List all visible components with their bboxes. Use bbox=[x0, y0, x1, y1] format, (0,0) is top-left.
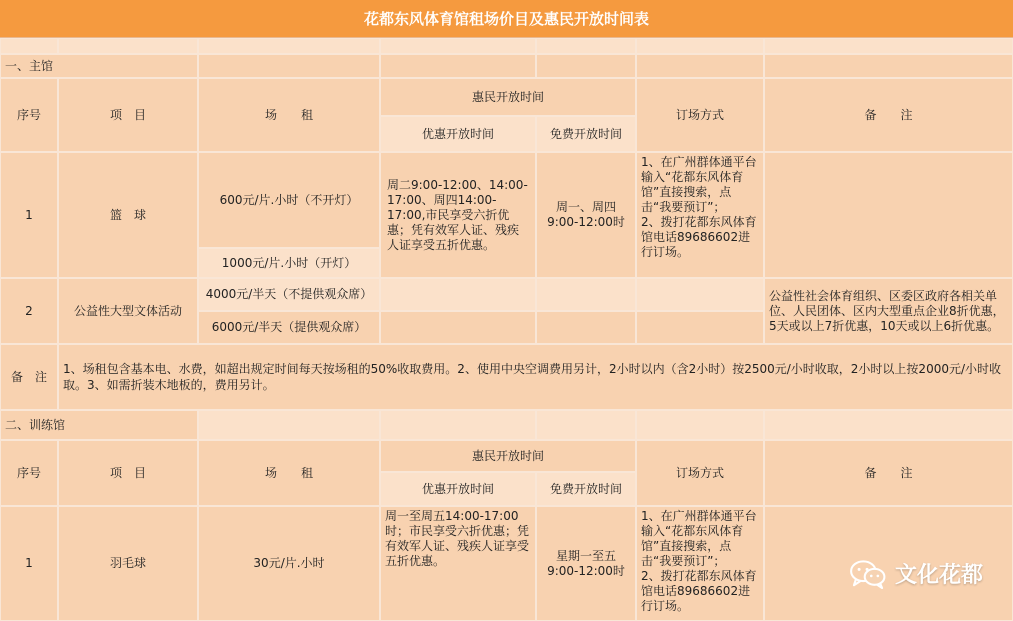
watermark bbox=[849, 558, 983, 589]
row-booking: 1、在广州群体通平台输入“花都东风体育馆”直接搜索，点击“我要预订”； 2、拨打花都东风体育馆电话89686602进行订场。 bbox=[636, 506, 764, 621]
row-rent: 30元/片.小时 bbox=[198, 506, 380, 621]
row-item: 篮 球 bbox=[58, 152, 198, 278]
header-item: 项 目 bbox=[58, 78, 198, 152]
empty-cell bbox=[198, 54, 380, 78]
empty-cell bbox=[636, 311, 764, 344]
header-booking: 订场方式 bbox=[636, 78, 764, 152]
row-rent-no-seats: 4000元/半天（不提供观众席） bbox=[198, 278, 380, 311]
empty-cell bbox=[536, 410, 636, 440]
header-seq: 序号 bbox=[0, 440, 58, 506]
spacer bbox=[380, 38, 536, 54]
spacer bbox=[536, 38, 636, 54]
header-rent: 场 租 bbox=[198, 78, 380, 152]
watermark-text: 文化花都 bbox=[894, 563, 983, 588]
row-free-time: 星期一至五9:00-12:00时 bbox=[536, 506, 636, 621]
row-item: 羽毛球 bbox=[58, 506, 198, 621]
empty-cell bbox=[536, 278, 636, 311]
header-discount: 优惠开放时间 bbox=[380, 116, 536, 152]
header-remark: 备 注 bbox=[764, 440, 1013, 506]
empty-cell bbox=[380, 54, 536, 78]
header-item: 项 目 bbox=[58, 440, 198, 506]
row-rent-no-light: 600元/片.小时（不开灯） bbox=[198, 152, 380, 248]
spacer bbox=[636, 38, 764, 54]
header-rent: 场 租 bbox=[198, 440, 380, 506]
header-free: 免费开放时间 bbox=[536, 472, 636, 506]
row-remark bbox=[764, 152, 1013, 278]
row-rent-seats: 6000元/半天（提供观众席） bbox=[198, 311, 380, 344]
empty-cell bbox=[536, 311, 636, 344]
row-remark: 公益性社会体育组织、区委区政府各相关单位、人民团体、区内大型重点企业8折优惠，5天或以上7折优惠，10天或以上6折优惠。 bbox=[764, 278, 1013, 344]
empty-cell bbox=[536, 54, 636, 78]
spacer bbox=[0, 38, 58, 54]
header-benefit: 惠民开放时间 bbox=[380, 440, 636, 472]
spacer bbox=[58, 38, 198, 54]
header-discount: 优惠开放时间 bbox=[380, 472, 536, 506]
header-benefit: 惠民开放时间 bbox=[380, 78, 636, 116]
row-rent-light: 1000元/片.小时（开灯） bbox=[198, 248, 380, 278]
header-booking: 订场方式 bbox=[636, 440, 764, 506]
note-text: 1、场租包含基本电、水费，如超出规定时间每天按场租的50%收取费用。2、使用中央空调费用另计，2小时以内（含2小时）按2500元/小时收取，2小时以上按2000元/小时收取。3、如需折装木地板的，费用另计。 bbox=[58, 344, 1013, 410]
empty-cell bbox=[198, 410, 380, 440]
section-main-label: 一、主馆 bbox=[0, 54, 198, 78]
header-seq: 序号 bbox=[0, 78, 58, 152]
empty-cell bbox=[380, 311, 536, 344]
empty-cell bbox=[636, 278, 764, 311]
note-label: 备 注 bbox=[0, 344, 58, 410]
row-discount-time: 周一至周五14:00-17:00时；市民享受六折优惠；凭有效军人证、残疾人证享受五折优惠。 bbox=[380, 506, 536, 621]
row-seq: 1 bbox=[0, 506, 58, 621]
row-seq: 2 bbox=[0, 278, 58, 344]
header-free: 免费开放时间 bbox=[536, 116, 636, 152]
empty-cell bbox=[380, 278, 536, 311]
spacer bbox=[764, 38, 1013, 54]
table-title: 花都东风体育馆租场价目及惠民开放时间表 bbox=[0, 0, 1013, 38]
spacer bbox=[198, 38, 380, 54]
wechat-icon bbox=[849, 559, 887, 589]
header-remark: 备 注 bbox=[764, 78, 1013, 152]
row-booking: 1、在广州群体通平台输入“花都东风体育馆”直接搜索，点击“我要预订”； 2、拨打花都东风体育馆电话89686602进行订场。 bbox=[636, 152, 764, 278]
empty-cell bbox=[764, 410, 1013, 440]
empty-cell bbox=[636, 410, 764, 440]
row-item: 公益性大型文体活动 bbox=[58, 278, 198, 344]
row-free-time: 周一、周四9:00-12:00时 bbox=[536, 152, 636, 278]
row-seq: 1 bbox=[0, 152, 58, 278]
empty-cell bbox=[636, 54, 764, 78]
section-training-label: 二、训练馆 bbox=[0, 410, 198, 440]
empty-cell bbox=[764, 54, 1013, 78]
row-discount-time: 周二9:00-12:00、14:00-17:00、周四14:00-17:00,市民享受六折优惠；凭有效军人证、残疾人证享受五折优惠。 bbox=[380, 152, 536, 278]
empty-cell bbox=[380, 410, 536, 440]
